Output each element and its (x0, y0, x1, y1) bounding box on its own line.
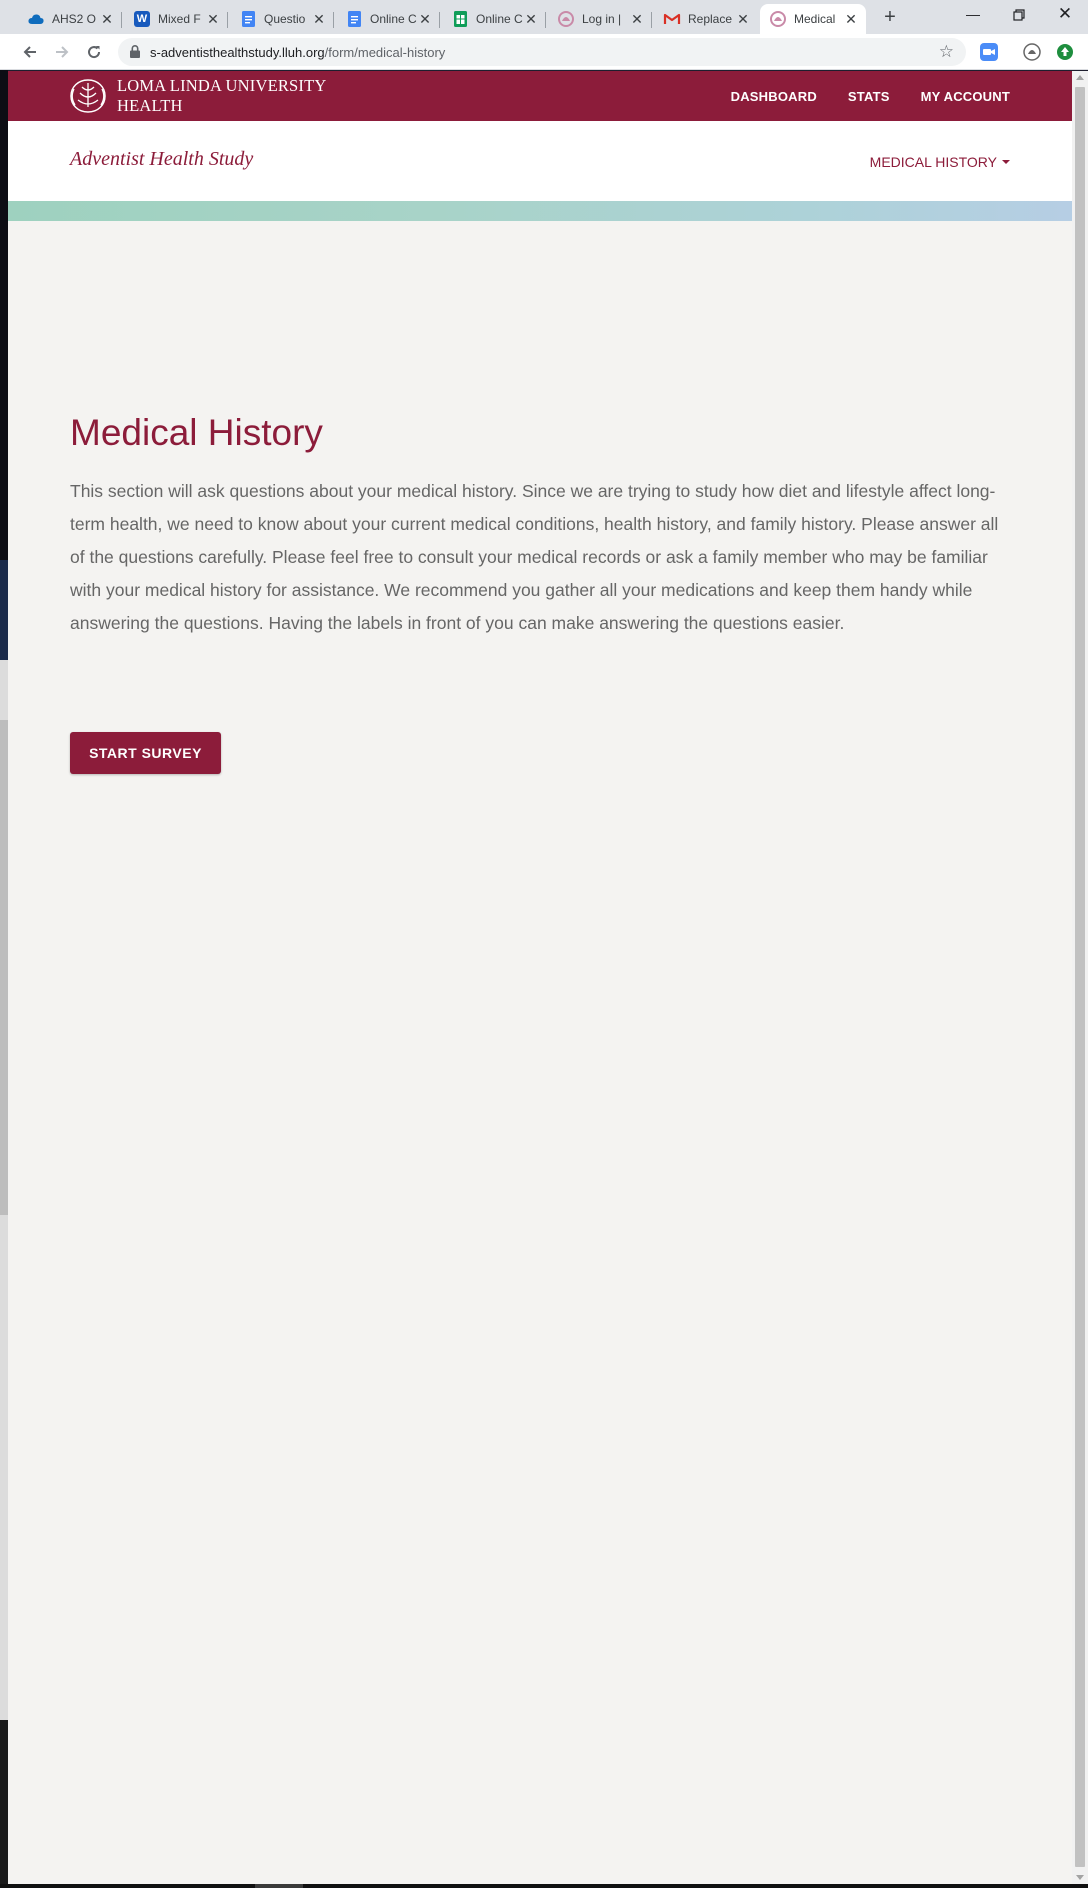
url-host: s-adventisthealthstudy.lluh.org (150, 45, 325, 60)
scroll-down-arrow-icon[interactable] (1076, 1875, 1084, 1880)
decorative-gradient-band (8, 201, 1072, 221)
intro-paragraph: This section will ask questions about your medical history. Since we are trying to study how diet and lifestyle affect long-term health, we need to know about your current medical conditions, health history, and family history. Please answer all of the questions carefully. Please feel free to consult your medical records or ask a family member who may be familiar with your medical history for assistance. We recommend you gather all your medications and keep them handy while answering the questions. Having the labels in front of you can make answering the questions easier. (70, 481, 999, 633)
google-docs-icon (240, 11, 256, 27)
close-tab-icon[interactable]: ✕ (737, 10, 749, 27)
nav-dashboard-link[interactable]: DASHBOARD (730, 88, 817, 104)
close-tab-icon[interactable]: ✕ (419, 10, 431, 27)
update-extension-icon[interactable] (1056, 43, 1074, 61)
google-docs-icon (346, 11, 362, 27)
close-window-button[interactable]: ✕ (1057, 4, 1073, 23)
reload-button[interactable] (82, 40, 106, 64)
web-page (8, 71, 1072, 1884)
onedrive-cloud-icon (28, 11, 44, 27)
page-title: Medical History (70, 412, 323, 453)
close-tab-icon[interactable]: ✕ (525, 10, 537, 27)
forward-button[interactable] (50, 40, 74, 64)
new-tab-button[interactable]: + (884, 6, 896, 28)
university-header (8, 71, 1072, 121)
browser-tab[interactable]: AHS2 O ✕ (18, 4, 122, 34)
section-menu-dropdown[interactable] (870, 154, 1010, 170)
browser-tab[interactable]: Online C ✕ (442, 4, 546, 34)
browser-tab[interactable]: Log in | ✕ (548, 4, 652, 34)
llu-seal-icon (770, 11, 786, 27)
caret-down-icon (1002, 160, 1010, 164)
llu-seal-icon[interactable] (68, 77, 108, 115)
word-icon: W (134, 11, 150, 27)
page-scrollbar[interactable] (1072, 71, 1088, 1884)
study-title[interactable]: Adventist Health Study (70, 148, 254, 170)
browser-tab[interactable]: Online C ✕ (336, 4, 440, 34)
lock-icon (130, 45, 140, 58)
start-survey-button[interactable]: START SURVEY (70, 732, 221, 774)
address-bar[interactable] (118, 38, 966, 66)
close-tab-icon[interactable]: ✕ (845, 10, 857, 27)
close-tab-icon[interactable]: ✕ (631, 10, 643, 27)
study-header (8, 121, 1072, 201)
logo-line-1: LOMA LINDA UNIVERSITY (117, 76, 327, 95)
llu-seal-icon (558, 11, 574, 27)
restore-button[interactable] (996, 0, 1042, 30)
llu-extension-icon[interactable] (1023, 43, 1041, 61)
scrollbar-thumb[interactable] (1075, 87, 1085, 1867)
scroll-up-arrow-icon[interactable] (1076, 75, 1084, 80)
zoom-extension-icon[interactable] (980, 43, 998, 61)
gmail-icon (664, 11, 680, 27)
minimize-button[interactable]: — (966, 6, 980, 22)
close-tab-icon[interactable]: ✕ (207, 10, 219, 27)
browser-tab[interactable]: W Mixed F ✕ (124, 4, 228, 34)
browser-tab[interactable]: Questio ✕ (230, 4, 334, 34)
nav-my-account-link[interactable]: MY ACCOUNT (920, 88, 1010, 104)
university-logo-text[interactable] (117, 76, 327, 116)
close-tab-icon[interactable]: ✕ (101, 10, 113, 27)
browser-tab[interactable]: Replace ✕ (654, 4, 758, 34)
bookmark-star-icon[interactable]: ☆ (938, 42, 954, 61)
browser-toolbar (0, 34, 1088, 70)
google-sheets-icon (452, 11, 468, 27)
top-navigation (731, 71, 1010, 121)
close-tab-icon[interactable]: ✕ (313, 10, 325, 27)
section-menu-label: MEDICAL HISTORY (869, 154, 997, 170)
desktop-edge (0, 70, 8, 1888)
browser-tab-active[interactable]: Medical ✕ (760, 4, 866, 34)
taskbar (0, 1884, 1088, 1888)
back-button[interactable] (18, 40, 42, 64)
logo-line-2: HEALTH (117, 96, 183, 115)
nav-stats-link[interactable]: STATS (847, 88, 890, 104)
url-text (150, 45, 445, 60)
url-path: /form/medical-history (324, 45, 446, 60)
browser-tab-strip (0, 0, 1088, 34)
